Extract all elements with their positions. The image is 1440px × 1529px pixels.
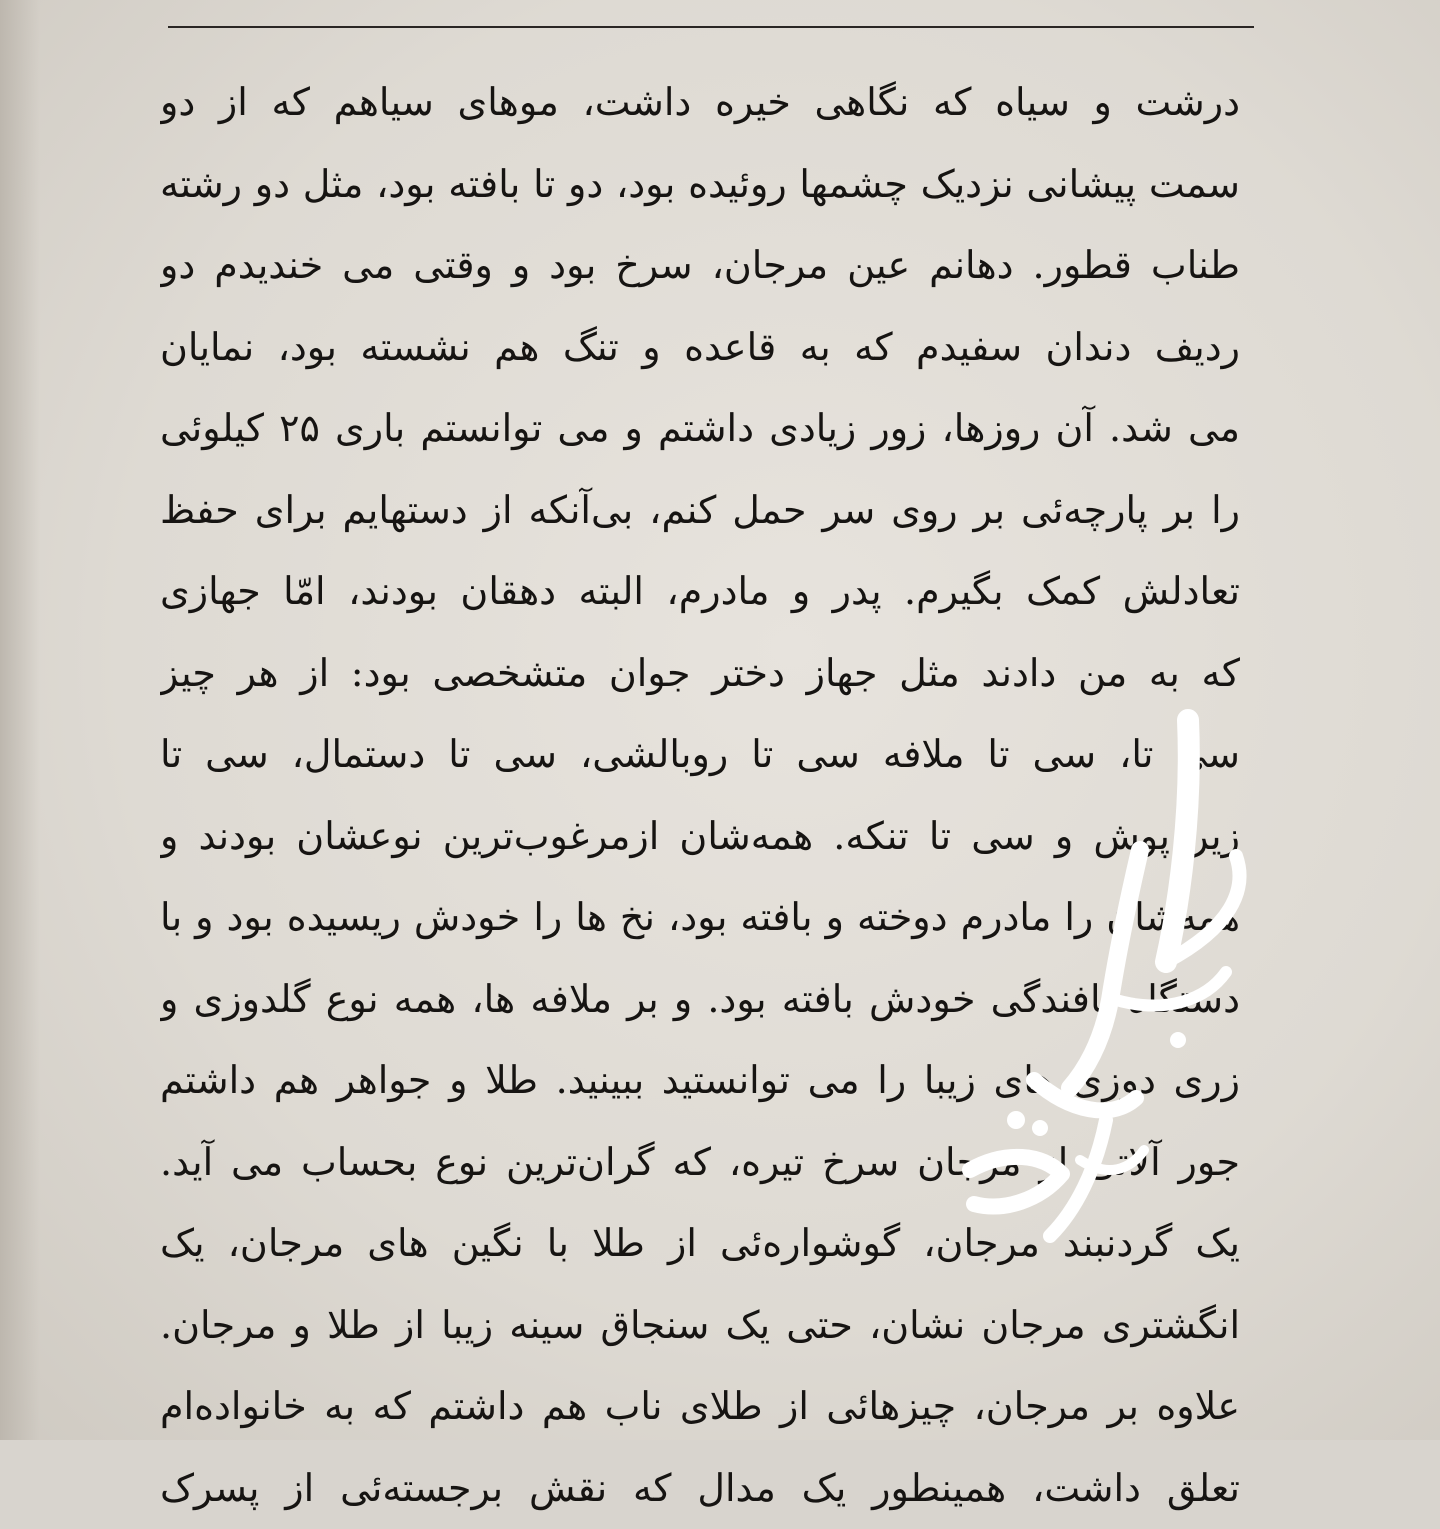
text-line-6: را بر پارچه‌ئی بر روی سر حمل کنم، بی‌آنکه از دستهایم برای حفظ: [160, 470, 1240, 552]
text-line-7: تعادلش کمک بگیرم. پدر و مادرم، البته دهقان بودند، امّا جهازی: [160, 551, 1240, 633]
text-line-12: دستگاه بافندگی خودش بافته بود. و بر ملافه ها، همه نوع گلدوزی و: [160, 959, 1240, 1041]
text-line-3: طناب قطور. دهانم عین مرجان، سرخ بود و وقتی می خندیدم دو: [160, 225, 1240, 307]
text-line-9: سی تا، سی تا ملافه سی تا روبالشی، سی تا دستمال، سی تا: [160, 714, 1240, 796]
text-line-15: یک گردنبند مرجان، گوشواره‌ئی از طلا با نگین های مرجان، یک: [160, 1203, 1240, 1285]
text-line-18: تعلق داشت، همینطور یک مدال که نقش برجسته‌ئی از پسرک: [160, 1448, 1240, 1529]
text-line-1: درشت و سیاه که نگاهی خیره داشت، موهای سیاهم که از دو: [160, 62, 1240, 144]
text-line-8: که به من دادند مثل جهاز دختر جوان متشخصی بود: از هر چیز: [160, 633, 1240, 715]
header-rule: [168, 26, 1254, 28]
text-line-16: انگشتری مرجان نشان، حتی یک سنجاق سینه زیبا از طلا و مرجان.: [160, 1285, 1240, 1367]
text-line-13: زری دوزی های زیبا را می توانستید ببینید. طلا و جواهر هم داشتم: [160, 1040, 1240, 1122]
binding-shadow: [0, 0, 40, 1440]
text-line-17: علاوه بر مرجان، چیزهائی از طلای ناب هم داشتم که به خانواده‌ام: [160, 1366, 1240, 1448]
text-line-2: سمت پیشانی نزدیک چشمها روئیده بود، دو تا بافته بود، مثل دو رشته: [160, 144, 1240, 226]
text-line-5: می شد. آن روزها، زور زیادی داشتم و می توانستم باری ۲۵ کیلوئی: [160, 388, 1240, 470]
text-line-10: زیر پوش و سی تا تنکه. همه‌شان ازمرغوب‌ترین نوعشان بودند و: [160, 796, 1240, 878]
text-line-4: ردیف دندان سفیدم که به قاعده و تنگ هم نشسته بود، نمایان: [160, 307, 1240, 389]
calligraphy-watermark: [930, 700, 1260, 1260]
text-line-14: جور آلاتی از مرجان سرخ تیره، که گران‌ترین نوع بحساب می آید.: [160, 1122, 1240, 1204]
calligraphy-watermark-icon: [930, 700, 1260, 1260]
text-line-11: همه‌شان را مادرم دوخته و بافته بود، نخ ها را خودش ریسیده بود و با: [160, 877, 1240, 959]
